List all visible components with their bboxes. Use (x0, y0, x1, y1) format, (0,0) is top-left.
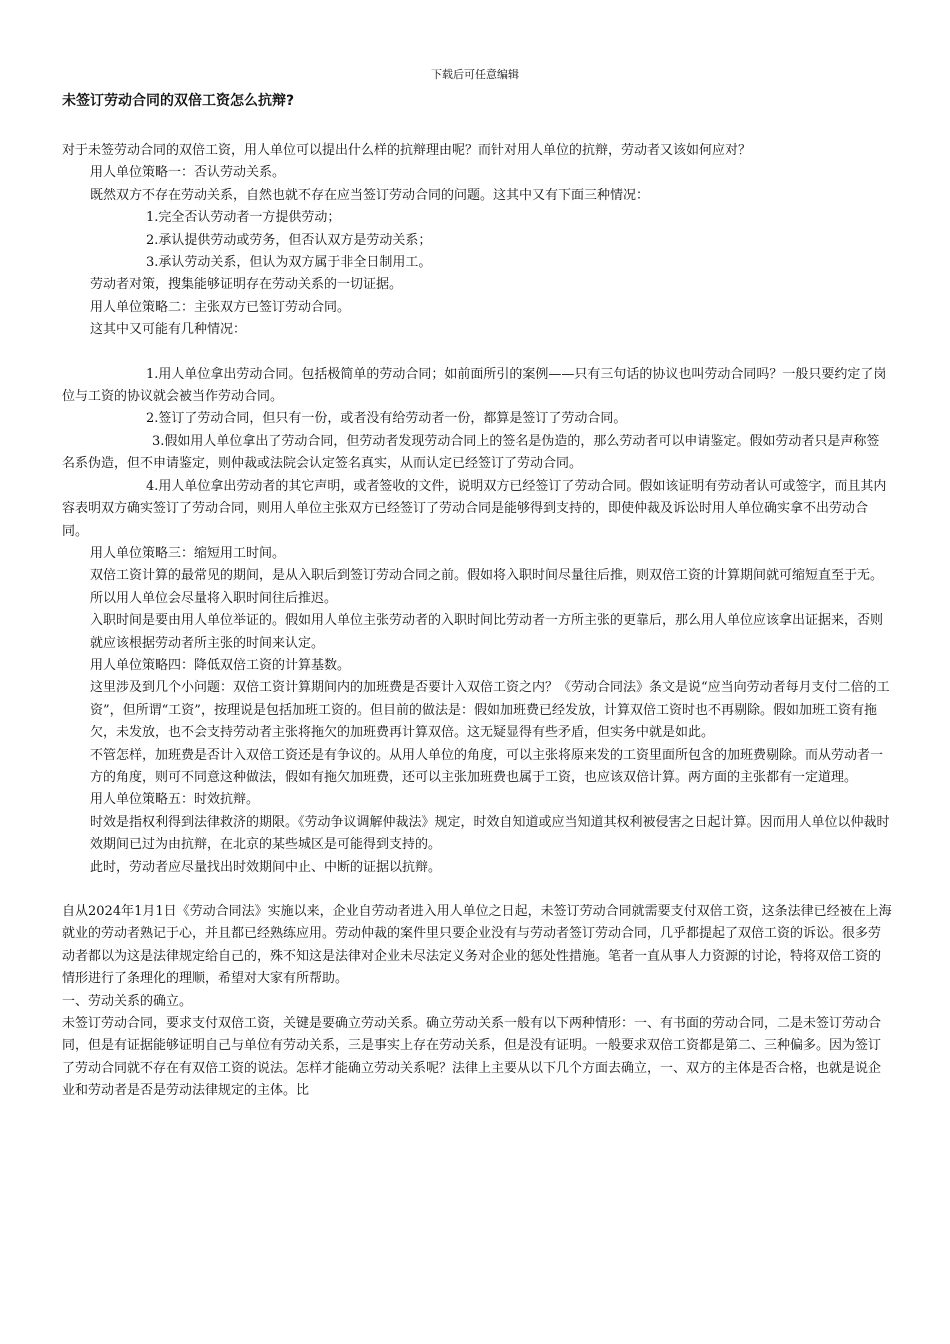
paragraph: 对于未签劳动合同的双倍工资，用人单位可以提出什么样的抗辩理由呢？而针对用人单位的抗辩，劳动者又该如何应对？ (62, 143, 752, 158)
list-item: 3.假如用人单位拿出了劳动合同，但劳动者发现劳动合同上的签名是伪造的，那么劳动者可以申请鉴定。假如劳动者只是声称签名系伪造，但不申请鉴定，则仲裁或法院会认定签名真实，从而认定已经签订了劳动合同。 (62, 433, 880, 472)
paragraph: 既然双方不存在劳动关系，自然也就不存在应当签订劳动合同的问题。这其中又有下面三种情况： (90, 187, 650, 203)
list-item: 3.承认劳动关系，但认为双方属于非全日制用工。 (146, 255, 432, 271)
paragraph: 入职时间是要由用人单位举证的。假如用人单位主张劳动者的入职时间比劳动者一方所主张的更靠后，那么用人单位应该拿出证据来，否则就应该根据劳动者所主张的时间来认定。 (90, 613, 884, 651)
list-item: 2.签订了劳动合同，但只有一份，或者没有给劳动者一份，都算是签订了劳动合同。 (146, 411, 627, 427)
paragraph: 时效是指权利得到法律救济的期限。《劳动争议调解仲裁法》规定，时效自知道或应当知道其权利被侵害之日起计算。因而用人单位以仲裁时效期间已过为由抗辩，在北京的某些城区是可能得到支持的。 (90, 814, 890, 853)
section-heading: 用人单位策略五：时效抗辩。 (90, 792, 260, 808)
header-note: 下载后可任意编辑 (431, 68, 519, 81)
section-heading: 用人单位策略三：缩短用工时间。 (90, 545, 286, 561)
list-item: 4.用人单位拿出劳动者的其它声明，或者签收的文件，说明双方已经签订了劳动合同。假如该证明有劳动者认可或签字，而且其内容表明双方确实签订了劳动合同，则用人单位主张双方已经签订了劳动合同是能够得到支持的，即使仲裁及诉讼时用人单位确实拿不出劳动合同。 (62, 478, 887, 539)
paragraph: 不管怎样，加班费是否计入双倍工资还是有争议的。从用人单位的角度，可以主张将原来发的工资里面所包含的加班费剔除。而从劳动者一方的角度，则可不同意这种做法，假如有拖欠加班费，还可以主张加班费也属于工资，也应该双倍计算。两方面的主张都有一定道理。 (90, 747, 884, 785)
list-item: 1.用人单位拿出劳动合同。包括极简单的劳动合同；如前面所引的案例——只有三句话的协议也叫劳动合同吗？一般只要约定了岗位与工资的协议就会被当作劳动合同。 (62, 366, 887, 405)
document-title: 未签订劳动合同的双倍工资怎么抗辩? (62, 93, 295, 109)
section-heading: 用人单位策略二：主张双方已签订劳动合同。 (90, 299, 351, 315)
paragraph: 未签订劳动合同，要求支付双倍工资，关键是要确立劳动关系。确立劳动关系一般有以下两种情形：一、有书面的劳动合同，二是未签订劳动合同，但是有证据能够证明自己与单位有劳动关系，三是事实上存在劳动关系，但是没有证明。一般要求双倍工资都是第二、三种偏多。因为签订了劳动合同就不存在有双倍工资的说法。怎样才能确立劳动关系呢？法律上主要从以下几个方面去确立，一、双方的主体是否合格，也就是说企业和劳动者是否是劳动法律规定的主体。比 (62, 1016, 882, 1099)
spacer (62, 879, 892, 901)
document-body (62, 140, 892, 1103)
section-heading: 一、劳动关系的确立。 (62, 993, 193, 1009)
paragraph: 劳动者对策，搜集能够证明存在劳动关系的一切证据。 (90, 277, 403, 293)
spacer (62, 342, 892, 364)
paragraph: 自从2024年1月1日《劳动合同法》实施以来，企业自劳动者进入用人单位之日起，未签订劳动合同就需要支付双倍工资，这条法律已经被在上海就业的劳动者熟记于心，并且都已经熟练应用。劳动仲裁的案件里只要企业没有与劳动者签订劳动合同，几乎都提起了双倍工资的诉讼。很多劳动者都以为这是法律规定给自己的，殊不知这是法律对企业未尽法定义务对企业的惩处性措施。笔者一直从事人力资源的讨论，特将双倍工资的情形进行了条理化的理顺，希望对大家有所帮助。 (62, 904, 892, 987)
paragraph: 这其中又可能有几种情况： (90, 322, 247, 338)
paragraph: 这里涉及到几个小问题：双倍工资计算期间内的加班费是否要计入双倍工资之内？《劳动合同法》条文是说“应当向劳动者每月支付二倍的工资”，但所谓“工资”，按理说是包括加班工资的。但目前的做法是：假如加班费已经发放，计算双倍工资时也不再剔除。假如加班工资有拖欠，未发放，也不会支持劳动者主张将拖欠的加班费再计算双倍。这无疑显得有些矛盾，但实务中就是如此。 (90, 680, 890, 741)
paragraph: 双倍工资计算的最常见的期间，是从入职后到签订劳动合同之前。假如将入职时间尽量往后推，则双倍工资的计算期间就可缩短直至于无。所以用人单位会尽量将入职时间往后推迟。 (90, 568, 884, 606)
list-item: 1.完全否认劳动者一方提供劳动； (146, 210, 341, 226)
paragraph: 用人单位策略一：否认劳动关系。 (90, 165, 286, 181)
list-item: 2.承认提供劳动或劳务，但否认双方是劳动关系； (146, 232, 432, 248)
paragraph: 此时，劳动者应尽量找出时效期间中止、中断的证据以抗辩。 (90, 859, 442, 875)
section-heading: 用人单位策略四：降低双倍工资的计算基数。 (90, 657, 351, 673)
